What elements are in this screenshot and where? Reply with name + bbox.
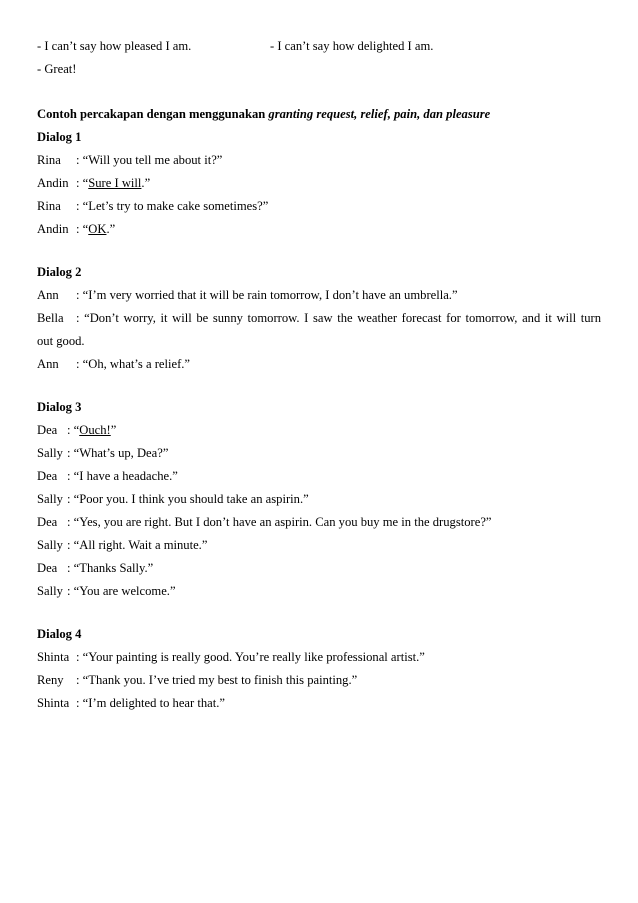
section-heading-prefix: Contoh percakapan dengan menggunakan: [37, 107, 269, 121]
dialog-3-title: Dialog 3: [37, 400, 82, 414]
dialog-line: [37, 357, 191, 371]
speaker-name: Sally: [37, 538, 63, 552]
expression-pleased: - I can’t say how pleased I am.: [37, 39, 192, 53]
dialog-line: [37, 469, 178, 483]
speaker-name: Sally: [37, 446, 63, 460]
speech: : “Ouch!”: [67, 423, 117, 437]
speaker-name: Andin: [37, 176, 69, 190]
speaker-name: Shinta: [37, 650, 70, 664]
dialog-line: [37, 312, 64, 325]
dialog-line: [37, 446, 169, 460]
dialog-line: [37, 696, 225, 710]
dialog-line: [37, 538, 208, 552]
speaker-name: Dea: [37, 561, 58, 575]
speech: : “Poor you. I think you should take an aspirin.”: [67, 492, 309, 506]
dialog-line: [37, 153, 223, 167]
speaker-name: Rina: [37, 153, 61, 167]
dialog-line: [37, 176, 151, 190]
speech-continuation: out good.: [37, 334, 85, 348]
underlined-phrase: Ouch!: [79, 423, 111, 437]
dialog-line: [37, 650, 425, 664]
speech: : “Oh, what’s a relief.”: [76, 357, 191, 371]
speech: : “I have a headache.”: [67, 469, 178, 483]
expression-great: - Great!: [37, 62, 77, 76]
speaker-name: Ann: [37, 357, 59, 371]
speech: : “Sure I will.”: [76, 176, 151, 190]
speaker-name: Shinta: [37, 696, 70, 710]
speech: : “Don’t worry, it will be sunny tomorrow. I saw the weather forecast for tomorrow, and it will turn: [76, 311, 601, 325]
dialog-line: [37, 561, 154, 575]
speech: : “I’m delighted to hear that.”: [76, 696, 225, 710]
speech: : “Let’s try to make cake sometimes?”: [76, 199, 269, 213]
dialog-1-title: Dialog 1: [37, 130, 82, 144]
speech: : “Your painting is really good. You’re really like professional artist.”: [76, 650, 425, 664]
section-heading: [37, 108, 490, 121]
underlined-phrase: Sure I will: [88, 176, 142, 190]
speech: : “What’s up, Dea?”: [67, 446, 169, 460]
section-heading-topics: granting request, relief, pain, dan pleasure: [268, 107, 491, 121]
dialog-line: [37, 222, 116, 236]
dialog-line: [37, 673, 358, 687]
speaker-name: Andin: [37, 222, 69, 236]
underlined-phrase: OK: [88, 222, 107, 236]
dialog-4-title: Dialog 4: [37, 627, 82, 641]
dialog-line: [37, 288, 458, 302]
speaker-name: Dea: [37, 423, 58, 437]
dialog-line: [37, 515, 492, 529]
speaker-name: Sally: [37, 584, 63, 598]
speech: : “I’m very worried that it will be rain tomorrow, I don’t have an umbrella.”: [76, 288, 458, 302]
dialog-line: [37, 584, 176, 598]
speaker-name: Reny: [37, 673, 64, 687]
speaker-name: Ann: [37, 288, 59, 302]
speech: : “All right. Wait a minute.”: [67, 538, 208, 552]
speech: : “You are welcome.”: [67, 584, 176, 598]
speaker-name: Dea: [37, 469, 58, 483]
speech: : “Yes, you are right. But I don’t have an aspirin. Can you buy me in the drugstore?”: [67, 515, 492, 529]
dialog-line: [37, 492, 309, 506]
speech: : “OK.”: [76, 222, 116, 236]
expression-delighted: - I can’t say how delighted I am.: [270, 39, 434, 53]
speaker-name: Dea: [37, 515, 58, 529]
speaker-name: Sally: [37, 492, 63, 506]
speaker-name: Bella: [37, 311, 64, 325]
dialog-line: [37, 423, 117, 437]
dialog-line: [37, 199, 269, 213]
speech: : “Will you tell me about it?”: [76, 153, 223, 167]
speech: : “Thank you. I’ve tried my best to finish this painting.”: [76, 673, 358, 687]
dialog-2-title: Dialog 2: [37, 265, 82, 279]
speech: : “Thanks Sally.”: [67, 561, 154, 575]
speaker-name: Rina: [37, 199, 61, 213]
